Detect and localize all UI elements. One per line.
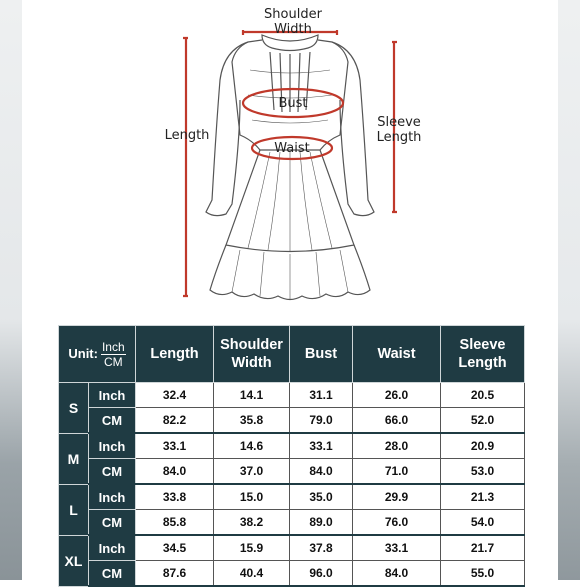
- value-cell: 33.1: [353, 535, 441, 561]
- value-cell: 71.0: [353, 459, 441, 485]
- unit-cell: CM: [89, 561, 136, 587]
- value-cell: 55.0: [441, 561, 525, 587]
- unit-cell: Inch: [89, 535, 136, 561]
- value-cell: 37.0: [214, 459, 290, 485]
- value-cell: 35.8: [214, 408, 290, 434]
- sleeve-label-line2: Length: [376, 130, 422, 145]
- value-cell: 84.0: [290, 459, 353, 485]
- value-cell: 87.6: [136, 561, 214, 587]
- table-row: [59, 535, 525, 561]
- value-cell: 14.6: [214, 433, 290, 459]
- value-cell: 76.0: [353, 510, 441, 536]
- shoulder-label-line2: Width: [274, 22, 312, 37]
- dress-outline: [206, 35, 374, 300]
- unit-cell: Inch: [89, 433, 136, 459]
- value-cell: 33.1: [290, 433, 353, 459]
- value-cell: 35.0: [290, 484, 353, 510]
- unit-header: [59, 326, 136, 383]
- sleeve-label-line1: Sleeve: [377, 115, 421, 130]
- dress-illustration: [140, 0, 440, 325]
- unit-cell: CM: [89, 408, 136, 434]
- value-cell: 34.5: [136, 535, 214, 561]
- unit-inch-label: Inch: [101, 339, 125, 354]
- size-label: L: [59, 484, 89, 535]
- table-row: [59, 510, 525, 536]
- length-label: Length: [164, 128, 210, 143]
- shoulder-label-line1: Shoulder: [264, 7, 322, 22]
- dress-diagram: [140, 0, 440, 325]
- value-cell: 79.0: [290, 408, 353, 434]
- column-header: Waist: [353, 326, 441, 383]
- value-cell: 38.2: [214, 510, 290, 536]
- unit-cell: CM: [89, 459, 136, 485]
- table-row: [59, 484, 525, 510]
- table-header-row: [59, 326, 525, 383]
- sleeve-length-label: [364, 115, 434, 145]
- unit-cm-label: CM: [103, 354, 123, 369]
- size-label: XL: [59, 535, 89, 586]
- table-row: [59, 383, 525, 408]
- value-cell: 85.8: [136, 510, 214, 536]
- value-cell: 32.4: [136, 383, 214, 408]
- value-cell: 66.0: [353, 408, 441, 434]
- value-cell: 33.8: [136, 484, 214, 510]
- value-cell: 31.1: [290, 383, 353, 408]
- table-row: [59, 459, 525, 485]
- value-cell: 21.3: [441, 484, 525, 510]
- unit-cell: Inch: [89, 383, 136, 408]
- value-cell: 84.0: [353, 561, 441, 587]
- value-cell: 20.9: [441, 433, 525, 459]
- value-cell: 15.9: [214, 535, 290, 561]
- bust-label: Bust: [278, 96, 308, 111]
- column-header: Length: [136, 326, 214, 383]
- blurred-right-panel: [558, 0, 580, 580]
- value-cell: 29.9: [353, 484, 441, 510]
- unit-cell: Inch: [89, 484, 136, 510]
- waist-label: Waist: [274, 141, 310, 156]
- blurred-left-panel: [0, 0, 22, 580]
- size-chart-table: [58, 325, 525, 587]
- column-header: Bust: [290, 326, 353, 383]
- value-cell: 89.0: [290, 510, 353, 536]
- value-cell: 20.5: [441, 383, 525, 408]
- value-cell: 28.0: [353, 433, 441, 459]
- value-cell: 15.0: [214, 484, 290, 510]
- value-cell: 14.1: [214, 383, 290, 408]
- value-cell: 21.7: [441, 535, 525, 561]
- shoulder-width-label: [258, 7, 328, 37]
- value-cell: 37.8: [290, 535, 353, 561]
- size-label: M: [59, 433, 89, 484]
- value-cell: 26.0: [353, 383, 441, 408]
- value-cell: 40.4: [214, 561, 290, 587]
- value-cell: 82.2: [136, 408, 214, 434]
- column-header: Sleeve Length: [441, 326, 525, 383]
- value-cell: 53.0: [441, 459, 525, 485]
- value-cell: 96.0: [290, 561, 353, 587]
- table-row: [59, 408, 525, 434]
- unit-cell: CM: [89, 510, 136, 536]
- size-table-body: [59, 383, 525, 587]
- column-header: Shoulder Width: [214, 326, 290, 383]
- unit-label: Unit:: [68, 346, 98, 361]
- table-row: [59, 433, 525, 459]
- size-label: S: [59, 383, 89, 434]
- value-cell: 84.0: [136, 459, 214, 485]
- value-cell: 33.1: [136, 433, 214, 459]
- value-cell: 52.0: [441, 408, 525, 434]
- table-row: [59, 561, 525, 587]
- value-cell: 54.0: [441, 510, 525, 536]
